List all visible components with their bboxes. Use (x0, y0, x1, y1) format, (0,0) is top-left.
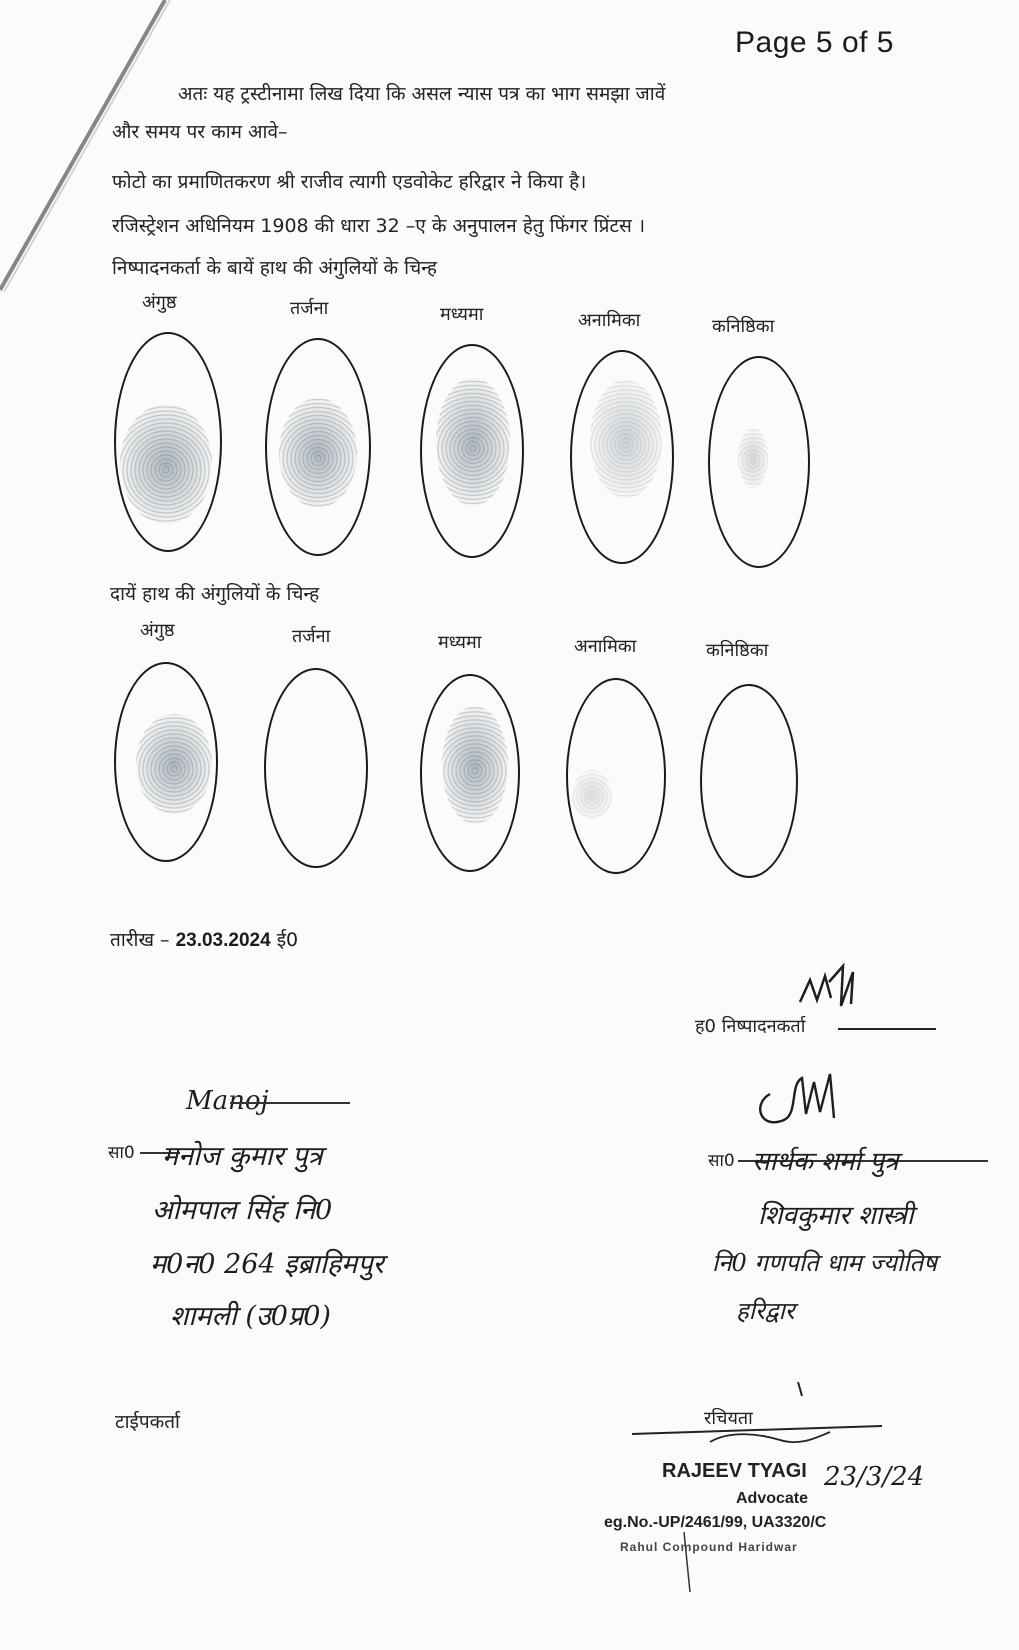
executant-signature-line (838, 1028, 936, 1030)
left-little-label: कनिष्ठिका (712, 316, 775, 337)
right-little-print-box (700, 684, 798, 878)
left-index-print-box (265, 338, 371, 556)
witness-left-line-1: मनोज कुमार पुत्र (162, 1141, 323, 1172)
right-index-label: तर्जना (292, 626, 331, 647)
page-number: Page 5 of 5 (735, 26, 894, 59)
right-little-label: कनिष्ठिका (706, 640, 769, 661)
drafter-handwritten-date: 23/3/24 (824, 1462, 925, 1492)
witness-right-line-1: सार्थक शर्मा पुत्र (752, 1147, 899, 1177)
left-index-label: तर्जना (290, 298, 329, 319)
right-middle-print-box (420, 674, 520, 872)
witness-right-label: सा0 (708, 1151, 735, 1171)
executant-label: ह0 निष्पादनकर्ता (695, 1016, 806, 1037)
date-suffix: ई0 (276, 929, 299, 951)
right-thumb-label: अंगुष्ठ (140, 620, 175, 641)
witness-right-line-3: नि0 गणपति धाम ज्योतिष (712, 1249, 938, 1277)
left-hand-heading: निष्पादनकर्ता के बायें हाथ की अंगुलियों के चिन्ह (112, 257, 437, 279)
executant-signature (795, 962, 875, 1022)
date-value: 23.03.2024 (175, 930, 271, 951)
left-little-print-box (708, 356, 810, 568)
witness-left-line-4: शामली (उ0प्र0) (170, 1301, 331, 1332)
registration-act-line: रजिस्ट्रेशन अधिनियम 1908 की धारा 32 –ए के अनुपालन हेतु फिंगर प्रिंटस । (112, 215, 646, 237)
right-ring-label: अनामिका (574, 636, 637, 657)
drafter-label: रचियता (704, 1408, 753, 1429)
stamp-title: Advocate (736, 1490, 809, 1507)
left-ring-print-box (570, 350, 674, 564)
date-label: तारीख – (110, 929, 170, 951)
left-thumb-label: अंगुष्ठ (142, 292, 177, 313)
typist-label: टाईपकर्ता (115, 1411, 180, 1433)
stamp-name: RAJEEV TYAGI (662, 1460, 807, 1482)
witness-left-line-2: ओमपाल सिंह नि0 (152, 1195, 333, 1226)
right-index-print-box (264, 668, 368, 868)
witness-left-signature: Manoj (186, 1086, 269, 1116)
stamp-registration: eg.No.-UP/2461/99, UA3320/C (604, 1514, 827, 1531)
date-line (110, 926, 298, 952)
paragraph-line-1: अतः यह ट्रस्टीनामा लिख दिया कि असल न्यास पत्र का भाग समझा जावें (178, 83, 666, 105)
right-thumb-print-box (114, 662, 218, 862)
stamp-address: Rahul Compound Haridwar (620, 1540, 798, 1554)
right-middle-label: मध्यमा (438, 632, 482, 653)
right-hand-heading: दायें हाथ की अंगुलियों के चिन्ह (110, 583, 320, 605)
photo-attestation-line: फोटो का प्रमाणितकरण श्री राजीव त्यागी एडवोकेट हरिद्वार ने किया है। (112, 171, 587, 193)
paragraph-line-2: और समय पर काम आवे– (112, 121, 288, 143)
right-ring-print-box (566, 678, 666, 874)
witness-right-line-4: हरिद्वार (736, 1297, 795, 1325)
witness-right-line-2: शिवकुमार शास्त्री (758, 1201, 914, 1231)
left-ring-label: अनामिका (578, 310, 641, 331)
witness-left-signature-line (230, 1102, 350, 1104)
left-middle-label: मध्यमा (440, 304, 484, 325)
left-thumb-print-box (114, 332, 222, 552)
witness-left-line-3: म0न0 264 इब्राहिमपुर (150, 1249, 384, 1280)
witness-right-signature (750, 1064, 860, 1134)
left-middle-print-box (420, 344, 524, 558)
witness-left-label: सा0 (108, 1143, 135, 1163)
